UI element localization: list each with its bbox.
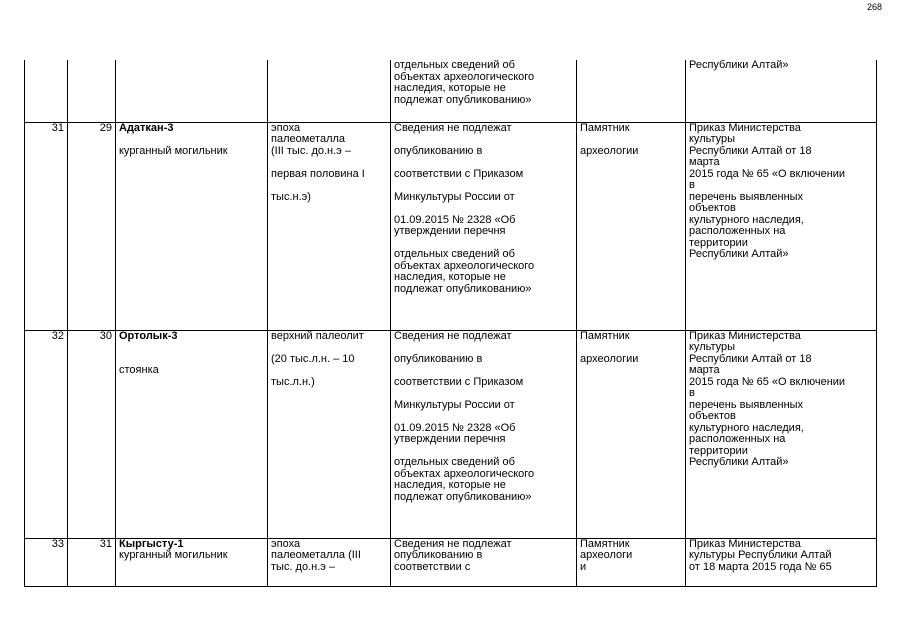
spacer <box>119 342 264 354</box>
dating-line: эпоха <box>271 538 301 550</box>
dating-line: палеометалла <box>271 133 346 145</box>
cell-category <box>577 60 686 122</box>
dating-line: (20 тыс.л.н. – 10 <box>271 352 355 365</box>
info-line: опубликованию в <box>394 144 483 157</box>
cell-info <box>391 330 577 538</box>
info-line: Минкультуры России от <box>394 398 515 411</box>
dating-line: тыс.л.н.) <box>271 375 315 388</box>
document-line: культурного наследия, <box>689 421 804 434</box>
info-line: утверждении перечня <box>394 225 506 237</box>
info-line: 01.09.2015 № 2328 «Об <box>394 421 516 434</box>
info-line: подлежат опубликованию» <box>394 93 532 106</box>
cell-name <box>116 122 268 330</box>
info-line: наследия, которые не <box>394 479 506 491</box>
cell-category <box>577 538 686 586</box>
document-line: в <box>689 387 695 399</box>
document-line: перечень выявленных <box>689 190 804 203</box>
document-line: территории <box>689 236 748 249</box>
cell-number: 33 <box>25 538 68 586</box>
info-line: соответствии с <box>394 560 471 573</box>
document-line: Республики Алтай» <box>689 60 789 71</box>
dating-line <box>271 180 387 192</box>
info-line <box>394 388 573 400</box>
info-line: отдельных сведений об <box>394 60 515 71</box>
cell-number: 31 <box>25 122 68 330</box>
info-line: наследия, которые не <box>394 82 506 94</box>
monument-type: курганный могильник <box>119 144 228 157</box>
info-line: 01.09.2015 № 2328 «Об <box>394 213 516 226</box>
monument-type: курганный могильник <box>119 549 228 561</box>
document-line: расположенных на <box>689 225 786 237</box>
category-line: Памятник <box>580 330 630 342</box>
document-line: в <box>689 179 695 191</box>
info-line: опубликованию в <box>394 352 483 365</box>
cell-name <box>116 60 268 122</box>
category-line: археологи <box>580 549 633 561</box>
table-row <box>25 330 877 538</box>
info-line: подлежат опубликованию» <box>394 490 532 503</box>
info-line: наследия, которые не <box>394 271 506 283</box>
dating-line <box>271 365 387 377</box>
info-line <box>394 180 573 192</box>
document-line: 2015 года № 65 «О включении <box>689 375 846 388</box>
table-row <box>25 60 877 122</box>
monument-name: Адаткан-3 <box>119 122 174 134</box>
dating-line: тыс. до.н.э – <box>271 560 336 573</box>
cell-reg-number <box>68 60 116 122</box>
info-line <box>394 134 573 146</box>
monuments-table <box>24 60 877 587</box>
dating-line <box>271 342 387 354</box>
info-line: соответствии с Приказом <box>394 167 524 180</box>
cell-number: 32 <box>25 330 68 538</box>
document-line: Приказ Министерства <box>689 122 801 134</box>
category-line: археологии <box>580 144 639 157</box>
document-line: Приказ Министерства <box>689 330 801 342</box>
dating-line: верхний палеолит <box>271 330 364 342</box>
info-line: подлежат опубликованию» <box>394 282 532 295</box>
cell-dating <box>268 60 391 122</box>
category-line <box>580 342 682 354</box>
cell-document <box>686 122 877 330</box>
info-line: отдельных сведений об <box>394 456 515 468</box>
dating-line <box>271 157 387 169</box>
cell-info <box>391 122 577 330</box>
document-line: культуры <box>689 133 736 145</box>
cell-reg-number: 30 <box>68 330 116 538</box>
document-line: Республики Алтай» <box>689 456 789 468</box>
dating-line: тыс.н.э) <box>271 190 311 203</box>
page-number: 268 <box>866 2 882 12</box>
info-line: Сведения не подлежат <box>394 122 512 134</box>
info-line: Сведения не подлежат <box>394 538 512 550</box>
info-line: опубликованию в <box>394 549 483 561</box>
cell-name <box>116 330 268 538</box>
cell-reg-number: 29 <box>68 122 116 330</box>
dating-line: первая половина I <box>271 167 365 180</box>
document-line: культурного наследия, <box>689 213 804 226</box>
info-line <box>394 365 573 377</box>
document-line: культуры <box>689 341 736 353</box>
info-line: отдельных сведений об <box>394 248 515 260</box>
document-line: Республики Алтай от 18 <box>689 352 812 365</box>
document-line: перечень выявленных <box>689 398 804 411</box>
cell-info <box>391 60 577 122</box>
monument-type: стоянка <box>119 364 159 376</box>
document-line: Приказ Министерства <box>689 538 801 550</box>
info-line: объектах археологического <box>394 259 535 272</box>
cell-number <box>25 60 68 122</box>
cell-category <box>577 122 686 330</box>
dating-line: (III тыс. до.н.э – <box>271 144 351 157</box>
dating-line: эпоха <box>271 122 301 134</box>
document-line: 2015 года № 65 «О включении <box>689 167 846 180</box>
info-line: соответствии с Приказом <box>394 375 524 388</box>
info-line: Минкультуры России от <box>394 190 515 203</box>
info-line: объектах археологического <box>394 70 535 83</box>
category-line: археологии <box>580 352 639 365</box>
cell-document <box>686 60 877 122</box>
document-line: культуры Республики Алтай <box>689 549 832 561</box>
info-line: Сведения не подлежат <box>394 330 512 342</box>
document-line: марта <box>689 364 720 376</box>
cell-name <box>116 538 268 586</box>
cell-dating <box>268 538 391 586</box>
dating-line: палеометалла (III <box>271 549 361 561</box>
info-line: утверждении перечня <box>394 433 506 445</box>
document-line: объектов <box>689 410 736 422</box>
monument-name: Ортолык-3 <box>119 330 178 342</box>
cell-category <box>577 330 686 538</box>
cell-dating <box>268 330 391 538</box>
monument-name: Кыргысту-1 <box>119 538 184 550</box>
cell-document <box>686 538 877 586</box>
table-row <box>25 122 877 330</box>
info-line <box>394 203 573 215</box>
document-line: Республики Алтай» <box>689 248 789 260</box>
cell-document <box>686 330 877 538</box>
document-line: от 18 марта 2015 года № 65 <box>689 560 832 573</box>
info-line <box>394 342 573 354</box>
document-line: марта <box>689 156 720 168</box>
document-line: Республики Алтай от 18 <box>689 144 812 157</box>
cell-info <box>391 538 577 586</box>
table-row <box>25 538 877 586</box>
document-line: расположенных на <box>689 433 786 445</box>
cell-dating <box>268 122 391 330</box>
spacer <box>119 134 264 146</box>
info-line <box>394 411 573 423</box>
category-line: и <box>580 560 587 573</box>
info-line <box>394 157 573 169</box>
document-line: объектов <box>689 202 736 214</box>
category-line: Памятник <box>580 538 630 550</box>
category-line <box>580 134 682 146</box>
cell-reg-number: 31 <box>68 538 116 586</box>
info-line: объектах археологического <box>394 467 535 480</box>
category-line: Памятник <box>580 122 630 134</box>
document-line: территории <box>689 444 748 457</box>
